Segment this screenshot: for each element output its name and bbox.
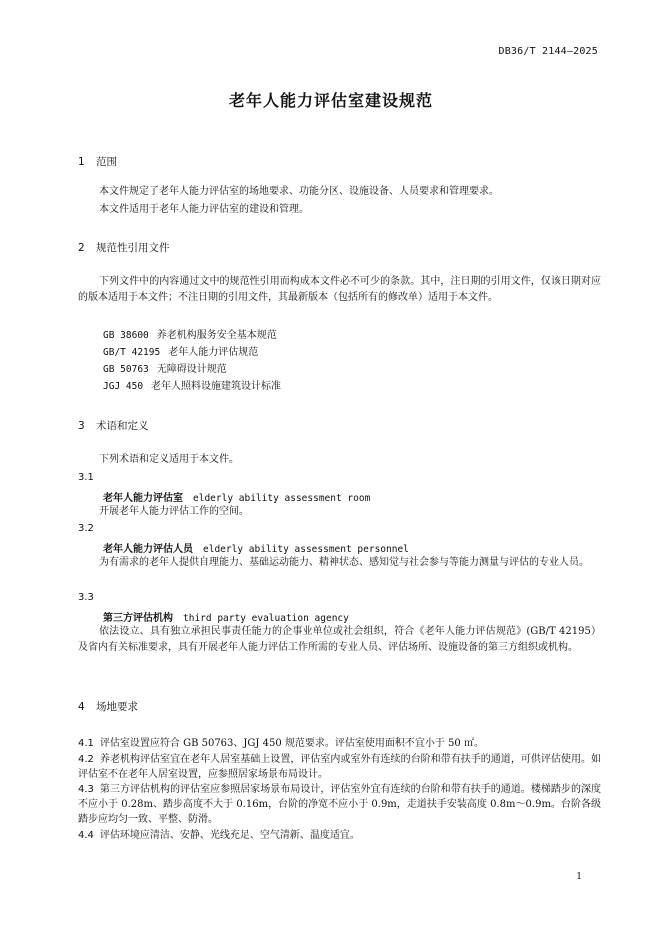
section-title: 规范性引用文件	[96, 242, 170, 254]
section-number: 4	[78, 701, 85, 713]
reference-code: GB 38600	[103, 330, 149, 341]
scope-paragraph-2: 本文件适用于老年人能力评估室的建设和管理。	[99, 204, 309, 215]
term-number: 3.1	[78, 472, 94, 483]
reference-name: 无障碍设计规范	[156, 364, 227, 375]
clause-number: 4.2	[78, 754, 94, 765]
term-definition: 依法设立、具有独立承担民事责任能力的企事业单位或社会组织，符合《老年人能力评估规范》(GB/T 42195）及省内有关标准要求，具有开展老年人能力评估工作所需的专业人员、评估场所、设施设备的第三方组织或机构。	[78, 626, 601, 653]
reference-name: 养老机构服务安全基本规范	[156, 330, 277, 341]
term-number: 3.2	[78, 523, 94, 534]
term-chinese: 老年人能力评估室	[103, 493, 183, 504]
section-title: 术语和定义	[96, 420, 149, 432]
reference-name: 老年人能力评估规范	[168, 347, 259, 358]
term-definition: 为有需求的老年人提供自理能力、基础运动能力、精神状态、感知觉与社会参与等能力测量与评估的专业人员。	[99, 557, 589, 568]
term-english: third party evaluation agency	[183, 613, 349, 624]
reference-code: GB 50763	[103, 364, 149, 375]
section-number: 3	[78, 420, 85, 432]
reference-code: GB/T 42195	[103, 347, 161, 358]
section-1-heading	[78, 154, 117, 169]
clause-4-2	[78, 752, 601, 782]
term-heading	[103, 609, 349, 624]
terms-intro: 下列术语和定义适用于本文件。	[99, 454, 239, 465]
clause-text: 第三方评估机构的评估室应参照居家场景布局设计，评估室外宜有连续的台阶和带有扶手的通道。楼梯踏步的深度不应小于 0.28m、踏步高度不大于 0.16m，台阶的净宽不应小于 0.9m，走道扶手安装高度 0.8m～0.9m。台阶各级踏步应均匀一致、平整、防滑。	[78, 784, 601, 825]
section-3-heading	[78, 418, 149, 433]
reference-item	[103, 345, 258, 361]
reference-item	[103, 362, 227, 378]
reference-code: JGJ 450	[103, 381, 144, 392]
page-number: 1	[576, 872, 582, 882]
term-heading	[103, 489, 370, 504]
term-chinese: 老年人能力评估人员	[103, 544, 193, 555]
reference-item	[103, 328, 277, 344]
term-number: 3.3	[78, 592, 94, 603]
section-number: 1	[78, 156, 85, 168]
section-title: 场地要求	[96, 701, 138, 713]
term-chinese: 第三方评估机构	[103, 613, 173, 624]
reference-item	[103, 379, 281, 395]
clause-text: 养老机构评估室宜在老年人居室基础上设置，评估室内或室外有连续的台阶和带有扶手的通道，可供评估使用。如评估室不在老年人居室设置，应参照居家场景布局设计。	[78, 754, 601, 780]
reference-name: 老年人照料设施建筑设计标准	[151, 381, 282, 392]
clause-number: 4.1	[78, 738, 94, 749]
clause-number: 4.3	[78, 784, 94, 795]
references-intro: 下列文件中的内容通过文中的规范性引用而构成本文件必不可少的条款。其中，注日期的引用文件，仅该日期对应的版本适用于本文件；不注日期的引用文件，其最新版本（包括所有的修改单）适用于本文件。	[78, 276, 601, 303]
standard-code: DB36/T 2144—2025	[498, 46, 598, 57]
term-english: elderly ability assessment personnel	[203, 544, 409, 555]
clause-4-3	[78, 782, 601, 827]
document-title: 老年人能力评估室建设规范	[228, 91, 433, 110]
scope-paragraph-1: 本文件规定了老年人能力评估室的场地要求、功能分区、设施设备、人员要求和管理要求。	[99, 186, 499, 197]
section-number: 2	[78, 242, 85, 254]
clause-4-1	[78, 736, 601, 751]
clause-number: 4.4	[78, 830, 94, 841]
clause-4-4	[78, 828, 601, 843]
section-4-heading	[78, 699, 138, 714]
section-title: 范围	[96, 156, 117, 168]
clause-text: 评估环境应清洁、安静、光线充足、空气清新、温度适宜。	[99, 830, 360, 841]
term-heading	[103, 540, 409, 555]
term-definition: 开展老年人能力评估工作的空间。	[99, 506, 249, 517]
section-2-heading	[78, 240, 170, 255]
term-english: elderly ability assessment room	[193, 493, 371, 504]
clause-text: 评估室设置应符合 GB 50763、JGJ 450 规范要求。评估室使用面积不宜小于 50 ㎡。	[99, 738, 484, 749]
